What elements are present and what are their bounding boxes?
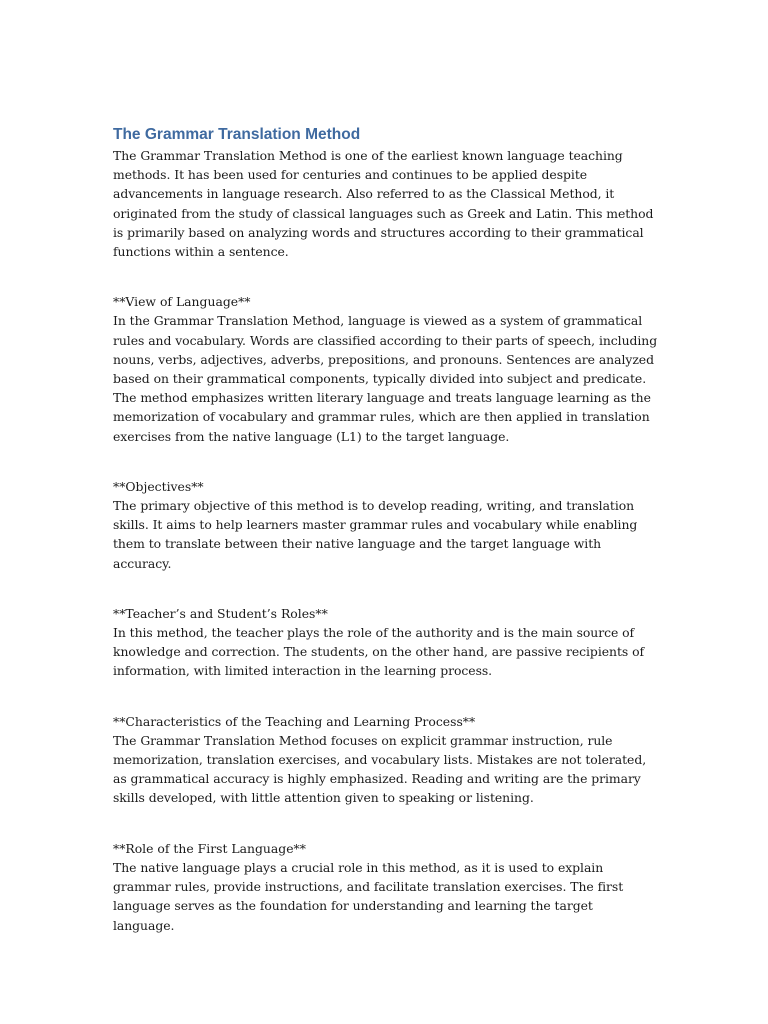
section-body: The primary objective of this method is to develop reading, writing, and translation skills. It aims to help learners master grammar rules and vocabulary while enabling them to translate between their native language and the target language with accuracy.	[113, 498, 638, 571]
section-heading: **Role of the First Language**	[113, 840, 306, 856]
section-body: The Grammar Translation Method focuses on explicit grammar instruction, rule memorization, translation exercises, and vocabulary lists. Mistakes are not tolerated, as grammatical accuracy is highly emphasized. Reading and writing are the primary skills developed, with little attention given to speaking or listening.	[113, 732, 647, 806]
section-body: In this method, the teacher plays the role of the authority and is the main source of knowledge and correction. The students, on the other hand, are passive recipients of information, with limited interaction in the learning process.	[113, 625, 645, 679]
section-heading: **Characteristics of the Teaching and Learning Process**	[113, 713, 476, 729]
section-heading: **Teacher’s and Student’s Roles**	[113, 605, 328, 621]
section-body: The native language plays a crucial role in this method, as it is used to explain grammar rules, provide instructions, and facilitate translation exercises. The first language serves as the foundation for understanding and learning the target language.	[113, 859, 624, 933]
section-heading: **View of Language**	[113, 294, 251, 310]
section-heading: **Objectives**	[113, 478, 204, 494]
section-objectives	[113, 477, 658, 573]
section-characteristics	[113, 712, 658, 808]
document-title: The Grammar Translation Method	[113, 126, 361, 143]
section-roles	[113, 604, 658, 681]
document-page	[113, 124, 658, 935]
section-first-language	[113, 839, 658, 935]
intro-paragraph: The Grammar Translation Method is one of the earliest known language teaching methods. It has been used for centuries and continues to be applied despite advancements in language research. Also referred to as the Classical Method, it originated from the study of classical languages such as Greek and Latin. This method is primarily based on analyzing words and structures according to their grammatical functions within a sentence.	[113, 148, 654, 260]
section-body: In the Grammar Translation Method, language is viewed as a system of grammatical rules and vocabulary. Words are classified according to their parts of speech, including nouns, verbs, adjectives, adverbs, prepositions, and pronouns. Sentences are analyzed based on their grammatical components, typically divided into subject and predicate. The method emphasizes written literary language and treats language learning as the memorization of vocabulary and grammar rules, which are then applied in translation exercises from the native language (L1) to the target language.	[113, 313, 658, 444]
section-view-of-language	[113, 292, 658, 446]
